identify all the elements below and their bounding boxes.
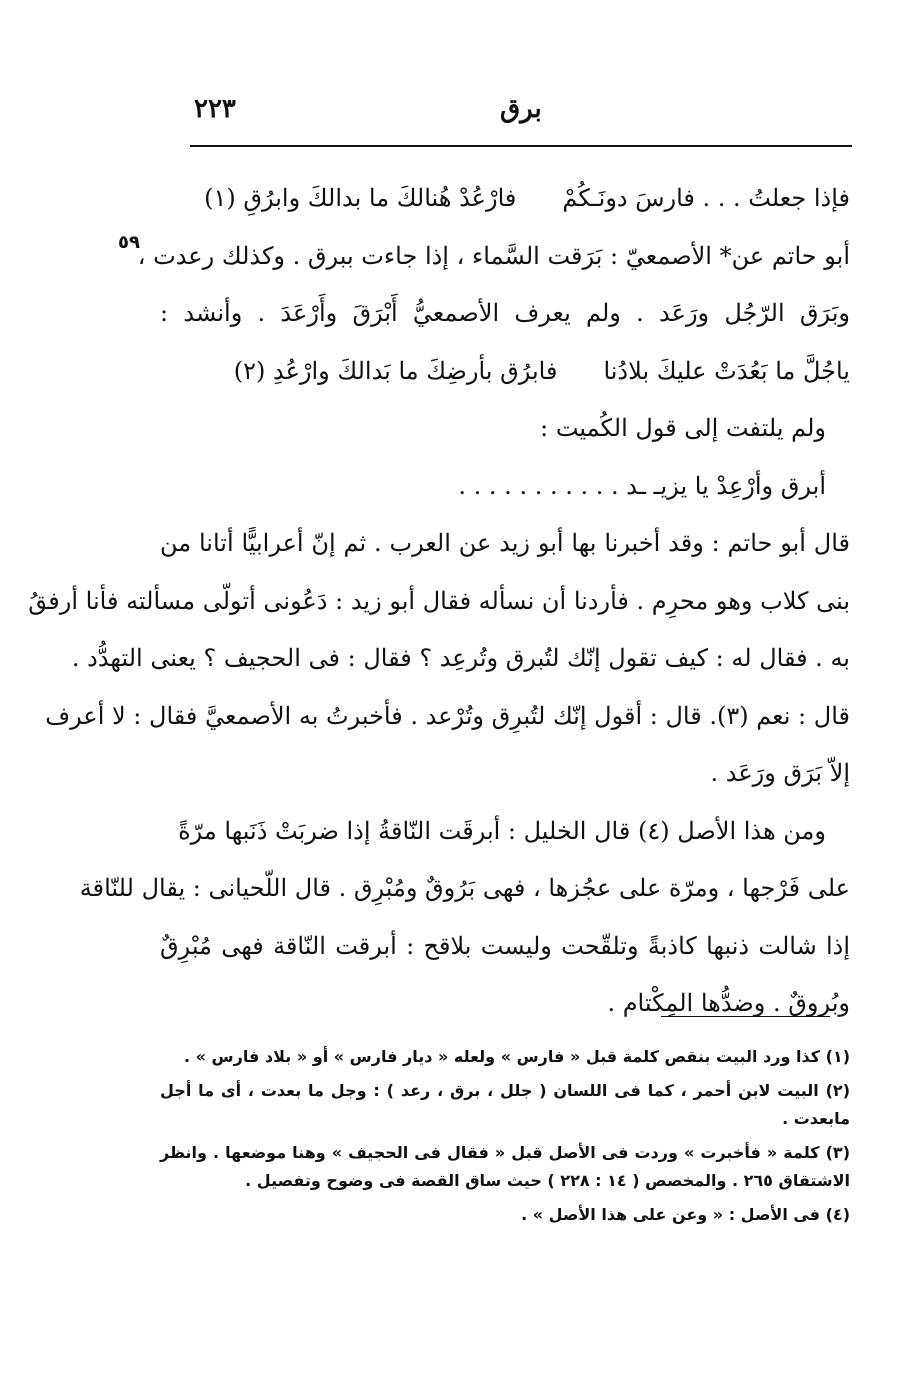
text-line: قال : نعم (٣). قال : أقول إنّك لتُبرِق وتُرْعد . فأخبرتُ به الأصمعيَّ فقال : لا أعرف: [45, 701, 850, 730]
verse-line: أبرق وأرْعِدْ يا يزيـ ـد . . . . . . . . . . .: [458, 471, 826, 500]
text-line: أبو حاتم عن* الأصمعيّ : بَرَقت السَّماء ، إذا جاءت ببرق . وكذلك رعدت ،: [137, 241, 850, 270]
verse-line: [160, 343, 850, 401]
text-line: بنى كلاب وهو محرِم . فأردنا أن نسأله فقال أبو زيد : دَعُونى أتولّى مسألته فأنا أرفقُ: [28, 586, 850, 615]
verse-hemistich: فإذا جعلتُ . . . فارسَ دونَـكُمْ: [562, 184, 850, 212]
text-line: ومن هذا الأصل (٤) قال الخليل : أبرقَت النّاقةُ إذا ضربَتْ ذَنَبها مرّةً: [178, 816, 826, 845]
verse-hemistich: ياجُلَّ ما بَعُدَتْ عليكَ بلادُنا: [603, 356, 850, 385]
verse-hemistich: فارْعُدْ هُنالكَ ما بدالكَ وابرُقِ (١): [204, 184, 517, 212]
text-line: قال أبو حاتم : وقد أخبرنا بها أبو زيد عن العرب . ثم إنّ أعرابيًّا أتانا من: [160, 529, 850, 557]
footnote: (٤) فى الأصل : « وعن على هذا الأصل » .: [521, 1205, 850, 1224]
footnotes: [160, 1043, 850, 1235]
verse-line: [160, 170, 850, 228]
text-line: إذا شالت ذنبها كاذبةً وتلقّحت وليست بلاقح : أبرقت النّاقة فهى مُبْرِقٌ: [160, 931, 850, 960]
verse-hemistich: فابرُق بأرضِكَ ما بَدالكَ وارْعُدِ (٢): [233, 356, 558, 385]
text-line: به . فقال له : كيف تقول إنّك لتُبرق وتُرعِد ؟ فقال : فى الحجيف ؟ يعنى التهدُّد .: [71, 644, 850, 672]
footnote-rule: [661, 1016, 830, 1017]
running-title: برق: [500, 94, 542, 124]
text-line: إلاّ بَرَق ورَعَد .: [710, 759, 850, 787]
footnote: (٣) كلمة « فأخبرت » وردت فى الأصل قبل « فقال فى الحجيف » وهنا موضعها . وانظر الاشتقاق ٢٦٥ . والمخصص ( ١٤ : ٢٢٨ ) حيث ساق القصة فى وضوح وتفصيل .: [160, 1143, 850, 1190]
page-number: ٢٢٣: [194, 94, 236, 124]
text-line: وبَرَق الرّجُل ورَعَد . ولم يعرف الأصمعيُّ أَبْرَقَ وأَرْعَدَ . وأنشد :: [160, 299, 850, 327]
header-rule: [190, 145, 852, 147]
margin-note: ٥٩: [118, 232, 140, 253]
footnote: (٢) البيت لابن أحمر ، كما فى اللسان ( جلل ، برق ، رعد ) : وجل ما بعدت ، أى ما أجل مابعدت .: [160, 1081, 850, 1128]
footnote: (١) كذا ورد البيت بنقص كلمة قبل « فارس » ولعله « ديار فارس » أو « بلاد فارس » .: [184, 1047, 850, 1066]
running-header: [190, 94, 850, 138]
text-line: على فَرْجها ، ومرّة على عجُزها ، فهى بَرُوقٌ ومُبْرِق . قال اللّحيانى : يقال للنّاقة: [79, 874, 850, 902]
text-line: ولم يلتفت إلى قول الكُميت :: [540, 414, 826, 442]
text-line: وبُروقٌ . وضدُّها المِكْتام .: [607, 989, 850, 1017]
